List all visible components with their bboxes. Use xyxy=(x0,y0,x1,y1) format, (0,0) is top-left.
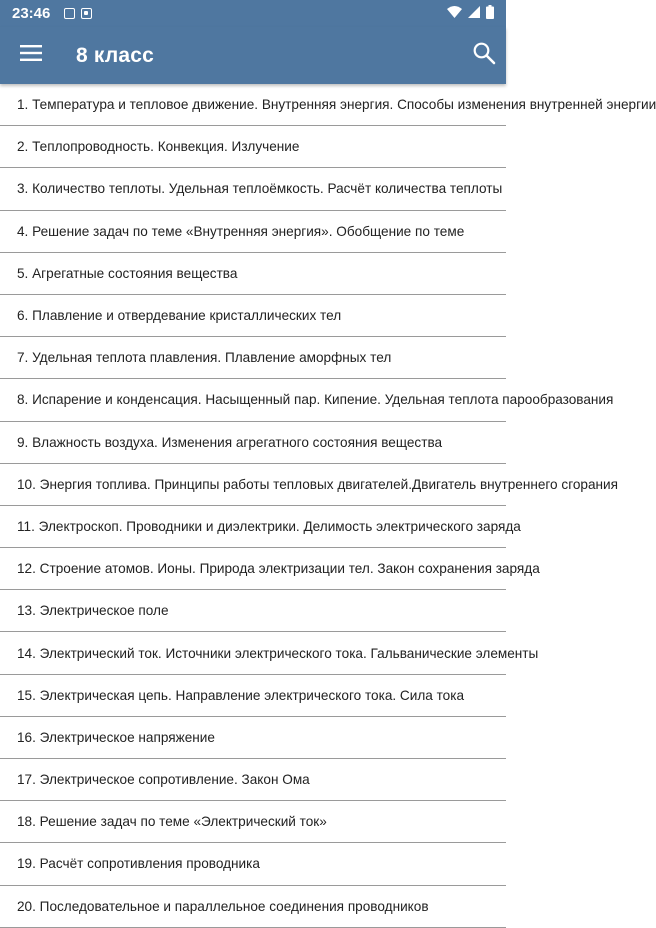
list-item-label: 11. Электроскоп. Проводники и диэлектрики. Делимость электрического заряда xyxy=(17,518,521,534)
list-item[interactable] xyxy=(0,464,618,506)
list-item[interactable] xyxy=(0,801,506,843)
list-item-label: 3. Количество теплоты. Удельная теплоёмкость. Расчёт количества теплоты xyxy=(17,181,503,197)
list-item-label: 5. Агрегатные состояния вещества xyxy=(17,265,238,281)
hamburger-menu-icon xyxy=(20,45,42,66)
wifi-icon xyxy=(447,5,462,22)
list-item-label: 10. Энергия топлива. Принципы работы тепловых двигателей.Двигатель внутреннего сгорания xyxy=(17,476,618,492)
list-item-label: 12. Строение атомов. Ионы. Природа электризации тел. Закон сохранения заряда xyxy=(17,561,540,577)
lesson-list xyxy=(0,84,656,928)
list-item[interactable] xyxy=(0,168,506,210)
app-bar xyxy=(0,27,506,84)
page-title: 8 класс xyxy=(76,43,155,67)
list-item-label: 19. Расчёт сопротивления проводника xyxy=(17,856,260,872)
list-item-label: 2. Теплопроводность. Конвекция. Излучение xyxy=(17,139,300,155)
list-item-label: 6. Плавление и отвердевание кристаллических тел xyxy=(17,308,342,324)
list-item[interactable] xyxy=(0,717,506,759)
list-item-label: 7. Удельная теплота плавления. Плавление аморфных тел xyxy=(17,350,392,366)
list-item[interactable] xyxy=(0,295,506,337)
list-item-label: 18. Решение задач по теме «Электрический ток» xyxy=(17,814,327,830)
status-time: 23:46 xyxy=(12,5,51,22)
list-item-label: 20. Последовательное и параллельное соединения проводников xyxy=(17,898,429,914)
signal-icon xyxy=(468,5,480,22)
status-bar xyxy=(0,0,506,27)
list-item-label: 8. Испарение и конденсация. Насыщенный пар. Кипение. Удельная теплота парообразования xyxy=(17,392,614,408)
list-item[interactable] xyxy=(0,84,656,126)
notification-square-icon xyxy=(64,8,75,19)
battery-icon xyxy=(486,5,494,23)
list-item-label: 1. Температура и тепловое движение. Внутренняя энергия. Способы изменения внутренней энергии xyxy=(17,97,656,113)
list-item-label: 13. Электрическое поле xyxy=(17,603,169,619)
search-icon xyxy=(472,41,496,70)
list-item[interactable] xyxy=(0,337,506,379)
search-button[interactable] xyxy=(468,40,500,72)
list-item[interactable] xyxy=(0,211,506,253)
list-item[interactable] xyxy=(0,379,614,421)
list-item-label: 14. Электрический ток. Источники электрического тока. Гальванические элементы xyxy=(17,645,539,661)
list-item-label: 15. Электрическая цепь. Направление электрического тока. Сила тока xyxy=(17,687,465,703)
menu-button[interactable] xyxy=(16,41,46,71)
list-item[interactable] xyxy=(0,632,539,674)
list-item-label: 17. Электрическое сопротивление. Закон Ома xyxy=(17,772,310,788)
list-item[interactable] xyxy=(0,886,506,928)
list-item[interactable] xyxy=(0,422,506,464)
list-item[interactable] xyxy=(0,548,540,590)
list-item[interactable] xyxy=(0,759,506,801)
list-item[interactable] xyxy=(0,590,506,632)
list-item[interactable] xyxy=(0,126,506,168)
list-item[interactable] xyxy=(0,506,521,548)
list-item-label: 9. Влажность воздуха. Изменения агрегатного состояния вещества xyxy=(17,434,443,450)
list-item-label: 4. Решение задач по теме «Внутренняя энергия». Обобщение по теме xyxy=(17,223,465,239)
list-item-label: 16. Электрическое напряжение xyxy=(17,729,215,745)
list-item[interactable] xyxy=(0,253,506,295)
image-notification-icon xyxy=(81,8,92,19)
list-item[interactable] xyxy=(0,675,506,717)
list-item[interactable] xyxy=(0,843,506,885)
